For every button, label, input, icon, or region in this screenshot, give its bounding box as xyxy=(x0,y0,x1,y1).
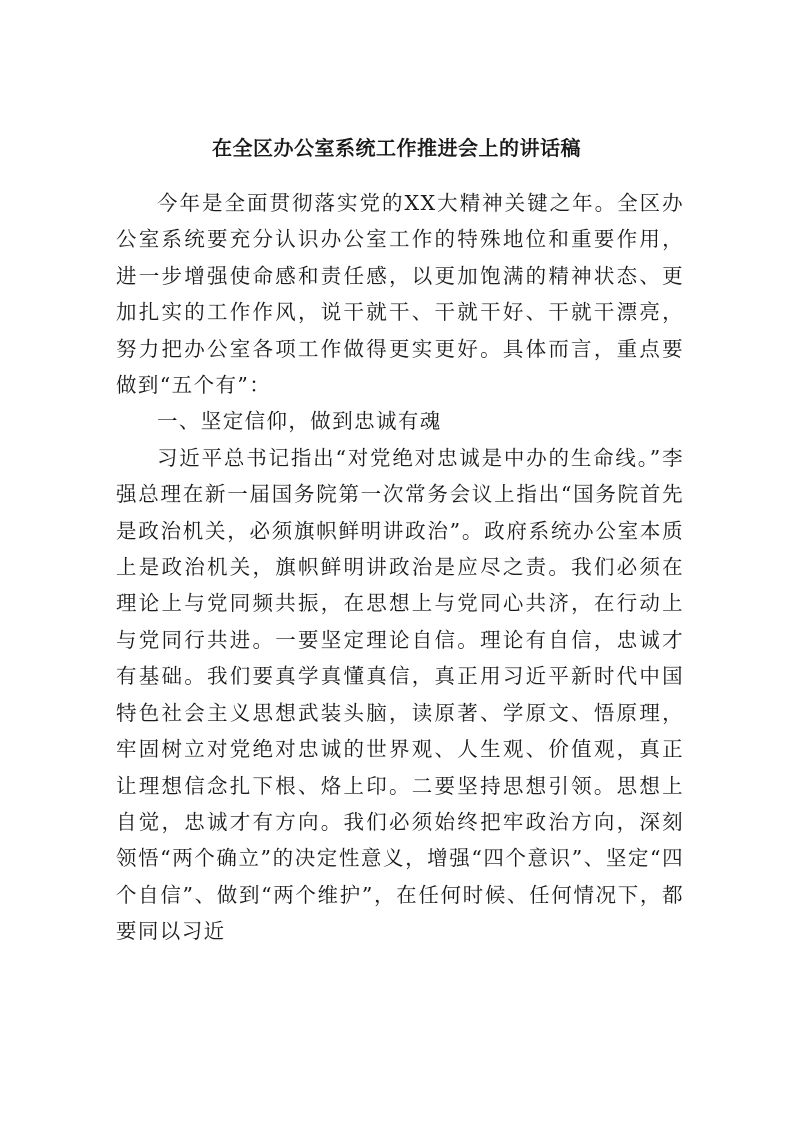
paragraph-section-1: 习近平总书记指出“对党绝对忠诚是中办的生命线。”李强总理在新一届国务院第一次常务会议上指出“国务院首先是政治机关，必须旗帜鲜明讲政治”。政府系统办公室本质上是政治机关，旗帜鲜明讲政治是应尽之责。我们必须在理论上与党同频共振，在思想上与党同心共济，在行动上与党同行共进。一要坚定理论自信。理论有自信，忠诚才有基础。我们要真学真懂真信，真正用习近平新时代中国特色社会主义思想武装头脑，读原著、学原文、悟原理，牢固树立对党绝对忠诚的世界观、人生观、价值观，真正让理想信念扎下根、烙上印。二要坚持思想引领。思想上自觉，忠诚才有方向。我们必须始终把牢政治方向，深刻领悟“两个确立”的决定性意义，增强“四个意识”、坚定“四个自信”、做到“两个维护”，在任何时候、任何情况下，都要同以习近 xyxy=(116,445,684,944)
paragraph-intro: 今年是全面贯彻落实党的XX大精神关键之年。全区办公室系统要充分认识办公室工作的特殊地位和重要作用，进一步增强使命感和责任感，以更加饱满的精神状态、更加扎实的工作作风，说干就干、干就干好、干就干漂亮，努力把办公室各项工作做得更实更好。具体而言，重点要做到“五个有”： xyxy=(116,191,684,398)
document-title: 在全区办公室系统工作推进会上的讲话稿 xyxy=(212,136,581,160)
section-heading-1: 一、坚定信仰，做到忠诚有魂 xyxy=(157,409,442,434)
document-body xyxy=(116,185,684,950)
